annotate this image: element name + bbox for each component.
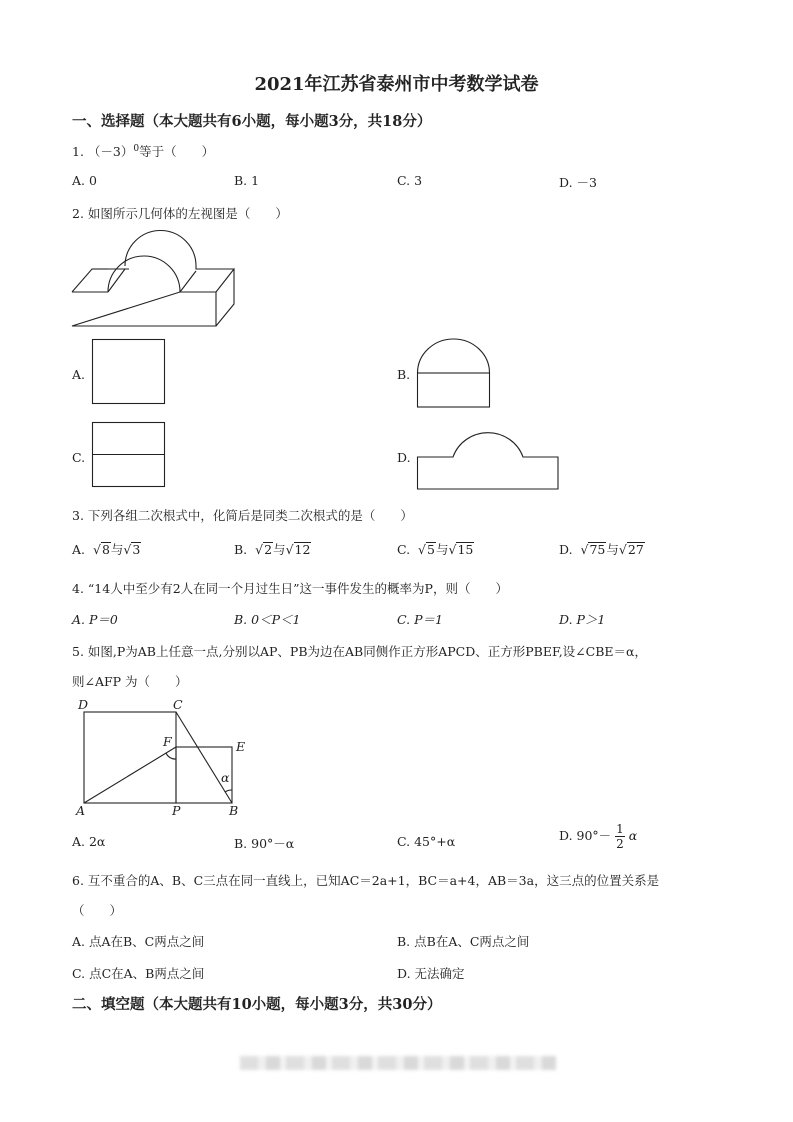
question-3-stem: 3. 下列各组二次根式中，化简后是同类二次根式的是（ ）: [72, 508, 413, 523]
q4-option-b: B. 0＜P＜1: [234, 612, 301, 627]
q1-option-c: C. 3: [397, 173, 423, 188]
question-6-stem-line2: （ ）: [72, 903, 123, 918]
q6-option-c: C. 点C在A、B两点之间: [72, 966, 205, 981]
question-5-stem-line2: 则∠AFP 为（ ）: [72, 674, 188, 689]
label-F: F: [163, 734, 172, 749]
q1-option-d: D. －3: [559, 175, 597, 190]
q6-option-a: A. 点A在B、C两点之间: [72, 934, 205, 949]
q5-option-a: A. 2α: [72, 834, 106, 849]
label-P: P: [172, 803, 181, 818]
q2-option-a-label: A.: [72, 367, 86, 382]
q4-option-c: C. P＝1: [397, 612, 443, 627]
q1-option-a: A. 0: [72, 173, 97, 188]
page-title: 2021年江苏省泰州市中考数学试卷: [254, 74, 539, 95]
q6-option-d: D. 无法确定: [397, 966, 465, 981]
q5-option-c: C. 45°+α: [397, 834, 456, 849]
label-D: D: [78, 697, 89, 712]
q5-option-d: D. 90°－ $\frac{1}{2}$ α: [559, 822, 638, 851]
question-1-stem: 1. $(-3)^0$等于（ ）: [72, 143, 215, 159]
q5-option-b: B. 90°－α: [234, 836, 295, 851]
q3-option-b: B. √2与√12: [234, 542, 311, 557]
question-4-stem: 4. “14人中至少有2人在同一个月过生日”这一事件发生的概率为P，则（ ）: [72, 581, 508, 596]
question-5-stem-line1: 5. 如图,P为AB上任意一点,分别以AP、PB为边在AB同侧作正方形APCD、正方形PBEF,设∠CBE＝α，: [72, 644, 647, 659]
q6-option-b: B. 点B在A、C两点之间: [397, 934, 530, 949]
q4-option-a: A. P＝0: [72, 612, 118, 627]
question-2-stem: 2. 如图所示几何体的左视图是（ ）: [72, 206, 288, 221]
label-alpha: α: [221, 770, 230, 785]
section-heading-choice: 一、选择题（本大题共有6小题，每小题3分，共18分）: [72, 113, 432, 130]
q2-option-d-label: D.: [397, 450, 411, 465]
q3-option-d: D. √75与√27: [559, 542, 644, 557]
label-A: A: [76, 803, 86, 818]
q2-option-c-label: C.: [72, 450, 86, 465]
question-6-stem-line1: 6. 互不重合的A、B、C三点在同一直线上，已知AC＝2a+1，BC＝a+4，AB＝3a，这三点的位置关系是: [72, 873, 660, 888]
label-B: B: [229, 803, 239, 818]
q2-option-b-label: B.: [397, 367, 411, 382]
label-C: C: [173, 697, 183, 712]
blurred-footer-watermark: [240, 1056, 556, 1070]
q3-option-a: A. √8与√3: [72, 542, 141, 557]
q4-option-d: D. P＞1: [559, 612, 606, 627]
label-E: E: [236, 739, 246, 754]
q3-option-c: C. √5与√15: [397, 542, 474, 557]
section-heading-fill: 二、填空题（本大题共有10小题，每小题3分，共30分）: [72, 996, 442, 1013]
q1-option-b: B. 1: [234, 173, 260, 188]
